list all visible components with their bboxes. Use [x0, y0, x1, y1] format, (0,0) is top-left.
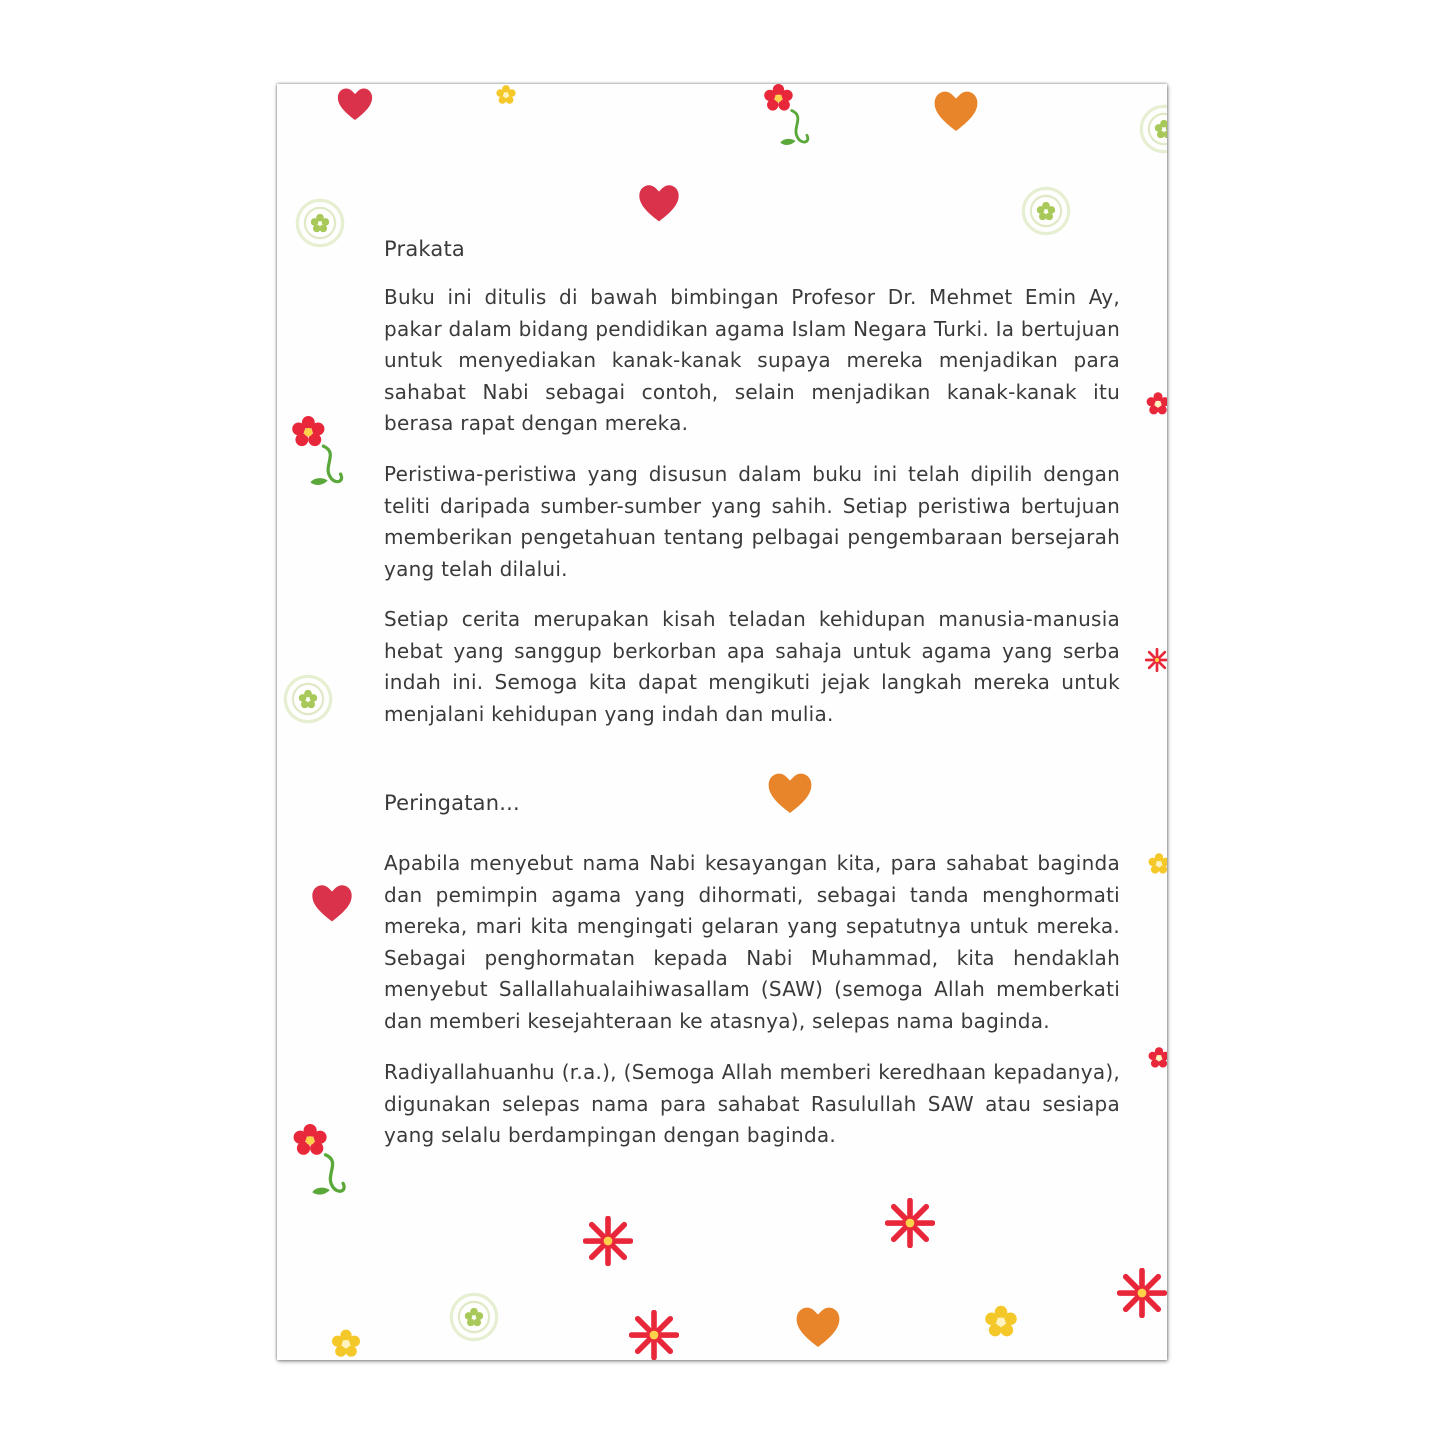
flower-icon [329, 1328, 363, 1360]
asterisk-flower-icon [629, 1310, 679, 1360]
heart-icon [635, 180, 683, 226]
flower-icon [1147, 1038, 1167, 1078]
asterisk-flower-icon [1145, 634, 1167, 686]
heart-icon [929, 86, 983, 136]
asterisk-flower-icon [1117, 1268, 1167, 1318]
heart-icon [308, 880, 356, 926]
heart-icon [763, 768, 817, 818]
ring-flower-icon [1137, 102, 1167, 156]
ring-flower-icon [1019, 184, 1073, 238]
prakata-paragraph-3: Setiap cerita merupakan kisah teladan kehidupan manusia-manusia hebat yang sanggup berkorban apa sahaja untuk agama yang serba indah ini. Semoga kita dapat mengikuti jejak langkah mereka untuk menjalani kehidupan yang indah dan mulia. [384, 607, 1120, 726]
asterisk-flower-icon [583, 1216, 633, 1266]
ring-flower-icon [293, 196, 347, 250]
book-page [277, 84, 1167, 1360]
prakata-title: Prakata [384, 237, 465, 261]
flower-vine-icon [751, 84, 823, 160]
flower-vine-icon [281, 416, 355, 502]
flower-icon [1145, 384, 1167, 424]
flower-vine-icon [283, 1124, 357, 1212]
peringatan-paragraph-1: Apabila menyebut nama Nabi kesayangan kita, para sahabat baginda dan pemimpin agama yang dihormati, sebagai tanda menghormati mereka, mari kita mengingati gelaran yang sepatutnya untuk mereka. Sebagai penghormatan kepada Nabi Muhammad, kita hendaklah menyebut Sallallahualaihiwasallam (SAW) (semoga Allah memberkati dan memberi kesejahteraan ke atasnya), selepas nama baginda. [384, 851, 1120, 1033]
flower-icon [1147, 846, 1167, 882]
heart-icon [333, 84, 377, 124]
peringatan-paragraph-2: Radiyallahuanhu (r.a.), (Semoga Allah memberi keredhaan kepadanya), digunakan selepas nama para sahabat Rasulullah SAW atau sesiapa yang selalu berdampingan dengan baginda. [384, 1060, 1120, 1148]
ring-flower-icon [447, 1290, 501, 1344]
heart-icon [791, 1302, 845, 1352]
flower-icon [489, 84, 523, 106]
prakata-paragraph-2: Peristiwa-peristiwa yang disusun dalam buku ini telah dipilih dengan teliti daripada sumber-sumber yang sahih. Setiap peristiwa bertujuan memberikan pengetahuan tentang pelbagai pengembaraan bersejarah yang telah dilalui. [384, 462, 1120, 581]
prakata-paragraph-1: Buku ini ditulis di bawah bimbingan Profesor Dr. Mehmet Emin Ay, pakar dalam bidang pendidikan agama Islam Negara Turki. Ia bertujuan untuk menyediakan kanak-kanak supaya mereka menjadikan para sahabat Nabi sebagai contoh, selain menjadikan kanak-kanak itu berasa rapat dengan mereka. [384, 285, 1120, 436]
flower-icon [983, 1304, 1019, 1340]
peringatan-title: Peringatan... [384, 791, 520, 815]
ring-flower-icon [281, 672, 335, 726]
asterisk-flower-icon [885, 1198, 935, 1248]
